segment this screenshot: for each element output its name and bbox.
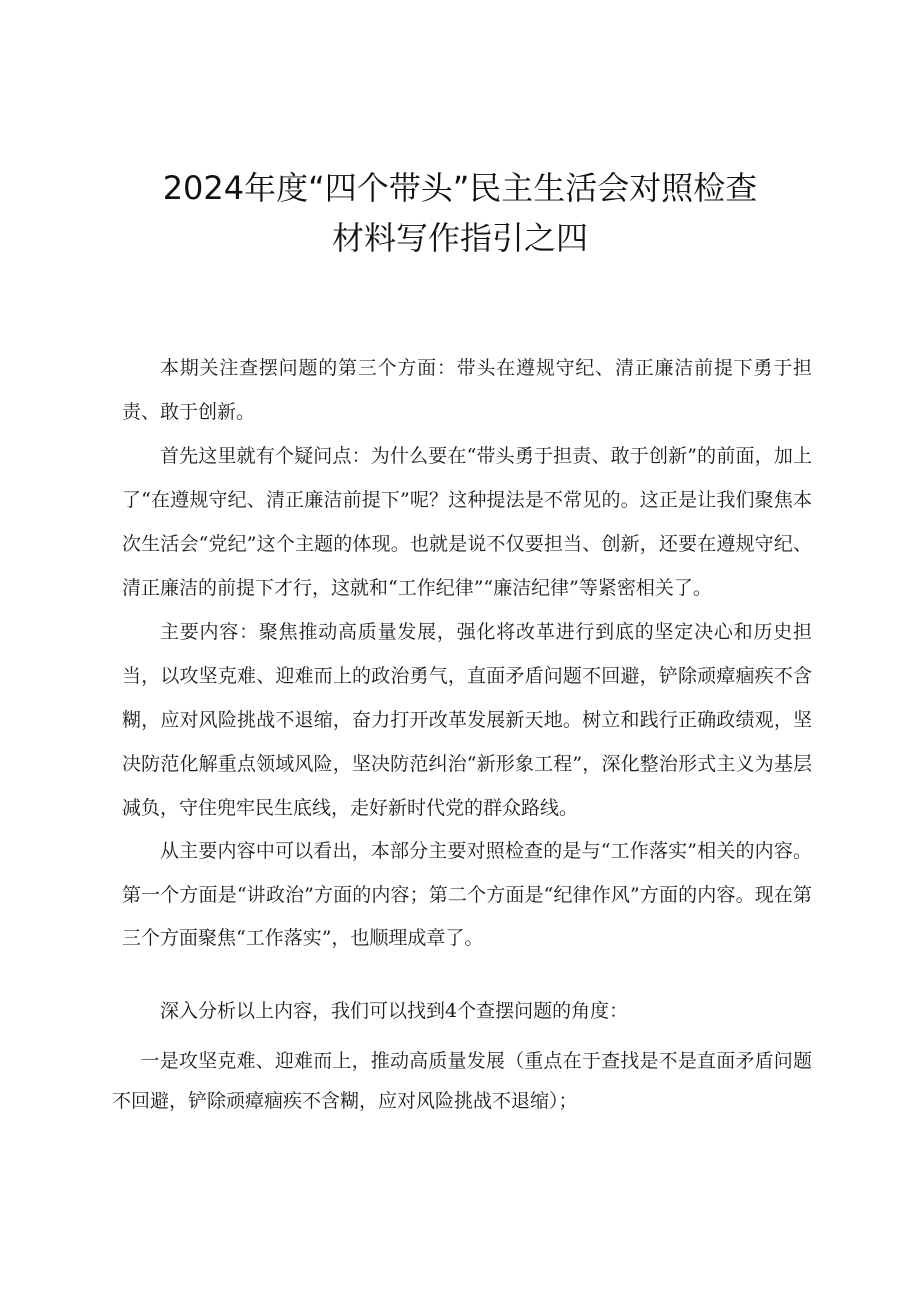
- paragraph-analysis: 从主要内容中可以看出，本部分主要对照检查的是与“工作落实”相关的内容。第一个方面是“讲政治”方面的内容；第二个方面是“纪律作风”方面的内容。现在第三个方面聚焦“工作落实”，也顺理成章了。: [122, 840, 812, 949]
- title-line-1: 2024年度“四个带头”民主生活会对照检查: [162, 169, 758, 207]
- paragraph-intro: 本期关注查摆问题的第三个方面：带头在遵规守纪、清正廉洁前提下勇于担责、敢于创新。: [122, 357, 812, 423]
- document-title: [100, 163, 820, 263]
- paragraph-angles-intro: 深入分析以上内容，我们可以找到4个查摆问题的角度：: [160, 999, 629, 1022]
- paragraph-question: 首先这里就有个疑问点：为什么要在“带头勇于担责、敢于创新”的前面，加上了“在遵规守纪、清正廉洁前提下”呢？这种提法是不常见的。这正是让我们聚焦本次生活会“党纪”这个主题的体现。也就是说不仅要担当、创新，还要在遵规守纪、清正廉洁的前提下才行，这就和“工作纪律”“廉洁纪律”等紧密相关了。: [122, 445, 812, 599]
- paragraph-gap: [122, 961, 812, 989]
- document-body: [112, 346, 812, 1121]
- paragraph-main-content: 主要内容：聚焦推动高质量发展，强化将改革进行到底的坚定决心和历史担当，以攻坚克难、迎难而上的政治勇气，直面矛盾问题不回避，铲除顽瘴痼疾不含糊，应对风险挑战不退缩，奋力打开改革发展新天地。树立和践行正确政绩观，坚决防范化解重点领域风险，坚决防范纠治“新形象工程”，深化整治形式主义为基层减负，守住兜牢民生底线，走好新时代党的群众路线。: [122, 621, 812, 819]
- list-item: 一是攻坚克难、迎难而上，推动高质量发展（重点在于查找是不是直面矛盾问题不回避，铲除顽瘴痼疾不含糊，应对风险挑战不退缩）；: [112, 1049, 812, 1112]
- title-line-2: 材料写作指引之四: [331, 219, 588, 257]
